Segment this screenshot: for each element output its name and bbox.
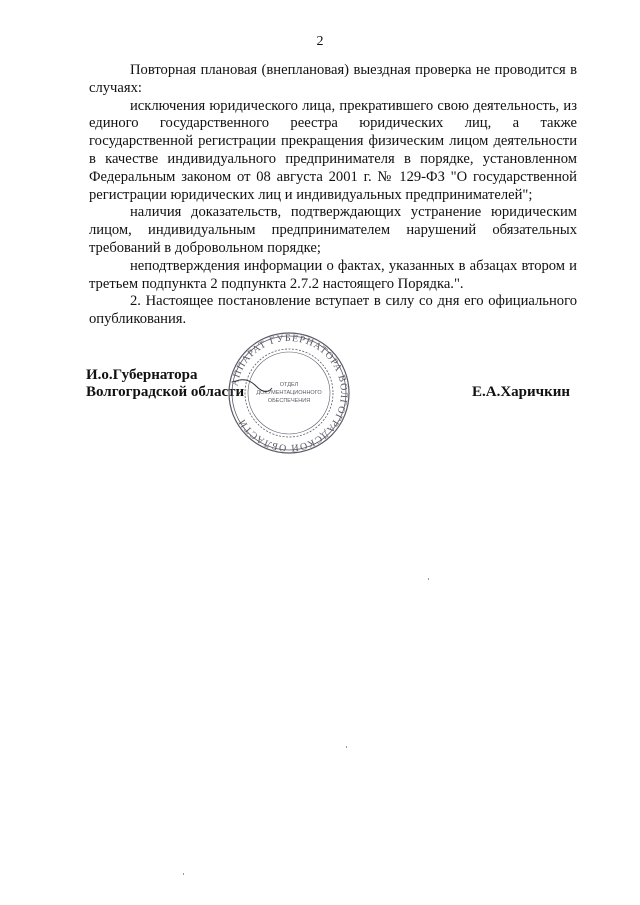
svg-text:ДОКУМЕНТАЦИОННОГО: ДОКУМЕНТАЦИОННОГО <box>256 390 322 396</box>
scan-speck <box>428 578 429 580</box>
page-number: 2 <box>316 34 324 49</box>
signatory-title-line1: И.о.Губернатора <box>86 367 198 383</box>
document-body <box>89 62 577 329</box>
svg-text:АППАРАТ ГУБЕРНАТОРА ВОЛГОГРАДС: АППАРАТ ГУБЕРНАТОРА ВОЛГОГРАДСКОЙ ОБЛАСТИ <box>229 332 350 454</box>
paragraph-exclusion: исключения юридического лица, прекратившего свою деятельность, из единого государственного реестра юридических лиц, а также государственной регистрации прекращения физическим лицом деятельности в качестве индивидуального предпринимателя в порядке, установленном Федеральным законом от 08 августа 2001 г. № 129-ФЗ "О государственной регистрации юридических лиц и индивидуальных предпринимателей"; <box>89 97 577 203</box>
paragraph-intro: Повторная плановая (внеплановая) выездная проверка не проводится в случаях: <box>89 62 577 96</box>
signatory-name: Е.А.Харичкин <box>472 384 571 400</box>
scan-speck <box>346 746 347 748</box>
scan-speck <box>183 873 184 875</box>
svg-text:ОБЕСПЕЧЕНИЯ: ОБЕСПЕЧЕНИЯ <box>267 398 311 404</box>
signatory-title-line2: Волгоградской области <box>86 384 245 400</box>
svg-text:ОТДЕЛ: ОТДЕЛ <box>279 382 299 388</box>
official-seal-stamp <box>226 330 352 456</box>
paragraph-effective-date: 2. Настоящее постановление вступает в силу со дня его официального опубликования. <box>89 293 577 328</box>
signatory-title <box>86 367 244 401</box>
paragraph-evidence: наличия доказательств, подтверждающих устранение юридическим лицом, индивидуальным предпринимателем нарушений обязательных требований в добровольном порядке; <box>89 204 577 256</box>
paragraph-nonconfirmation: неподтверждения информации о фактах, указанных в абзацах втором и третьем подпункта 2 подпункта 2.7.2 настоящего Порядка.". <box>89 257 577 292</box>
